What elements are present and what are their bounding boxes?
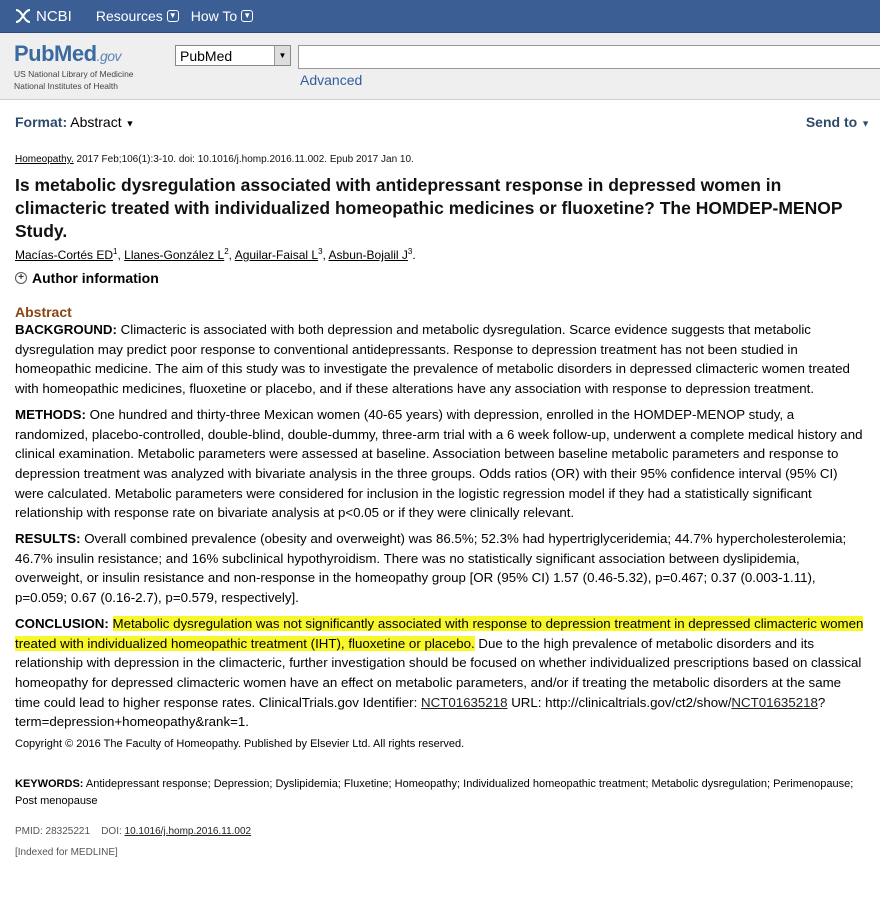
author-link[interactable]: Aguilar-Faisal L [234,248,319,262]
ncbi-helix-icon [14,8,32,24]
format-label: Format: [15,114,68,130]
format-dropdown[interactable] [70,114,134,130]
pubmed-brand: PubMed [14,41,97,66]
author-link[interactable]: Macías-Cortés ED [15,248,114,262]
keywords-label: KEYWORDS: [15,778,84,791]
results-label: RESULTS: [15,531,81,547]
article-content [15,154,865,858]
abstract-heading: Abstract [15,304,72,320]
author-affil: 3 [407,247,413,256]
pmid: PMID: 28325221 [15,826,91,838]
trial-id-link[interactable]: NCT01635218 [421,694,508,710]
caret-down-icon: ▼ [125,118,135,129]
doi-label: DOI: [101,826,122,838]
keywords-text: Antidepressant response; Depression; Dyslipidemia; Fluxetine; Homeopathy; Individualized homeopathic treatment; Metabolic dysregulation; Perimenopause; Post menopause [15,778,854,808]
search-input[interactable] [298,45,880,69]
doi-link[interactable]: 10.1016/j.homp.2016.11.002 [124,826,252,838]
methods-label: METHODS: [15,406,86,422]
author-link[interactable]: Asbun-Bojalil J [328,248,408,262]
author-link[interactable]: Llanes-González L [124,248,225,262]
pubmed-sub-line2: National Institutes of Health [14,81,118,91]
abstract-results [15,529,865,608]
background-text: Climacteric is associated with both depression and metabolic dysregulation. Scarce evidence suggests that metabolic dysregulation may predict poor response to conventional antidepressants. Response to depression treatment has not been studied in homeopathic medicine. The aim of this study was to investigate the prevalence of metabolic disorders in depressed climacteric women treated with homeopathic medicines, fluoxetine or placebo, and if these alterations have any association with response to depression treatment. [15,322,850,397]
url-id-link[interactable]: NCT01635218 [731,694,818,710]
chevron-down-icon: ▼ [241,10,253,22]
author-list: Macías-Cortés $ED^1$, Llanes-González $L^2$, Aguilar-Faisal $L^3$, Asbun-Bojalil $J^3$. [15,247,416,262]
citation-details: 2017 Feb;106(1):3-10. doi: 10.1016/j.homp.2016.11.002. Epub 2017 Jan 10. [73,154,414,165]
send-to-label: Send to [805,114,858,130]
author-affil: 1 [113,247,118,256]
journal-link[interactable]: Homeopathy. [15,154,74,165]
abstract-background [15,320,865,399]
howto-label: How To [190,8,238,24]
advanced-search-link[interactable]: Advanced [300,72,363,88]
article-ids [15,826,865,837]
resources-menu[interactable] [96,8,179,24]
abstract-conclusion [15,614,865,732]
author-info-toggle[interactable] [15,270,865,286]
methods-text: One hundred and thirty-three Mexican women (40-65 years) with depression, enrolled in the HOMDEP-MENOP study, a randomized, placebo-controlled, double-blind, double-dummy, three-arm trial with a 6 week follow-up, underwent a complete medical history and clinical examination. Metabolic parameters were assessed at baseline. Association between baseline metabolic parameters and response to depression treatment was analyzed with bivariate analysis in the three groups. Odds ratios (OR) with their 95% confidence interval (95% CI) were calculated. Metabolic parameters were considered for inclusion in the logistic regression model if they had a statistically significant relationship with response rate on bivariate analysis at p<0.05 or if they were clinically relevant. [15,406,863,521]
pubmed-logo[interactable] [14,41,134,91]
results-text: Overall combined prevalence (obesity and overweight) was 86.5%; 52.3% had hypertriglyceridemia; 44.7% hypercholesterolemia; 46.7% insulin resistance; and 16% subclinical hypothyroidism. There was no statistically significant association between dyslipidemia, overweight, or insulin resistance and non-response in the homeopathy group [OR (95% CI) 1.57 (0.46-5.32), p=0.467; 0.37 (0.003-1.11), p=0.059; 0.67 (0.16-2.7), p=0.579, respectively]. [15,531,847,606]
pubmed-gov: .gov [96,48,122,64]
conclusion-highlight: Metabolic dysregulation was not significantly associated with response to depression treatment in depressed climacteric women treated with individualized homeopathic treatment (IHT), fluoxetine or placebo. [15,615,864,651]
url-text: URL: http://clinicaltrials.gov/ct2/show/ [507,694,732,710]
ncbi-top-bar [0,0,880,33]
indexed-note: [Indexed for MEDLINE] [15,847,118,859]
ncbi-logo-text: NCBI [36,7,72,25]
database-select[interactable] [175,45,291,66]
article-title: Is metabolic dysregulation associated with antidepressant response in depressed women in climacteric treated with individualized homeopathic medicines or fluoxetine? The HOMDEP-MENOP Study. [15,175,843,241]
database-select-value: PubMed [180,48,233,64]
howto-menu[interactable] [191,8,253,24]
format-bar [15,114,880,130]
conclusion-label: CONCLUSION: [15,615,109,631]
pubmed-sub-line1: US National Library of Medicine [14,69,134,79]
author-info-label: Author information [32,270,159,286]
author-affil: 2 [224,247,229,256]
background-label: BACKGROUND: [15,322,117,337]
keywords [15,776,865,810]
ncbi-logo[interactable] [14,8,72,25]
send-to-menu[interactable] [806,114,870,130]
citation [15,154,865,165]
format-value: Abstract [70,114,122,130]
copyright: Copyright © 2016 The Faculty of Homeopathy. Published by Elsevier Ltd. All rights reserved. [15,738,465,751]
url-tail: ?term=depression+homeopathy&rank=1. [15,694,826,730]
resources-label: Resources [95,8,163,24]
dropdown-arrow-icon[interactable]: ▼ [274,46,290,65]
chevron-down-icon: ▼ [167,10,179,22]
caret-down-icon: ▼ [861,118,870,129]
author-affil: 3 [318,247,323,256]
expand-plus-icon: + [15,272,27,284]
conclusion-text: Due to the high prevalence of metabolic disorders and its relationship with depression in the climacteric, further investigation should be focused on whether individualized prescriptions based on classical homeopathy for depressed climacteric women have an effect on metabolic parameters, and/or if treating the metabolic disorders at the same time could lead to higher response rates. ClinicalTrials.gov Identifier: [15,635,862,710]
abstract-methods [15,405,865,523]
search-header [0,33,880,100]
